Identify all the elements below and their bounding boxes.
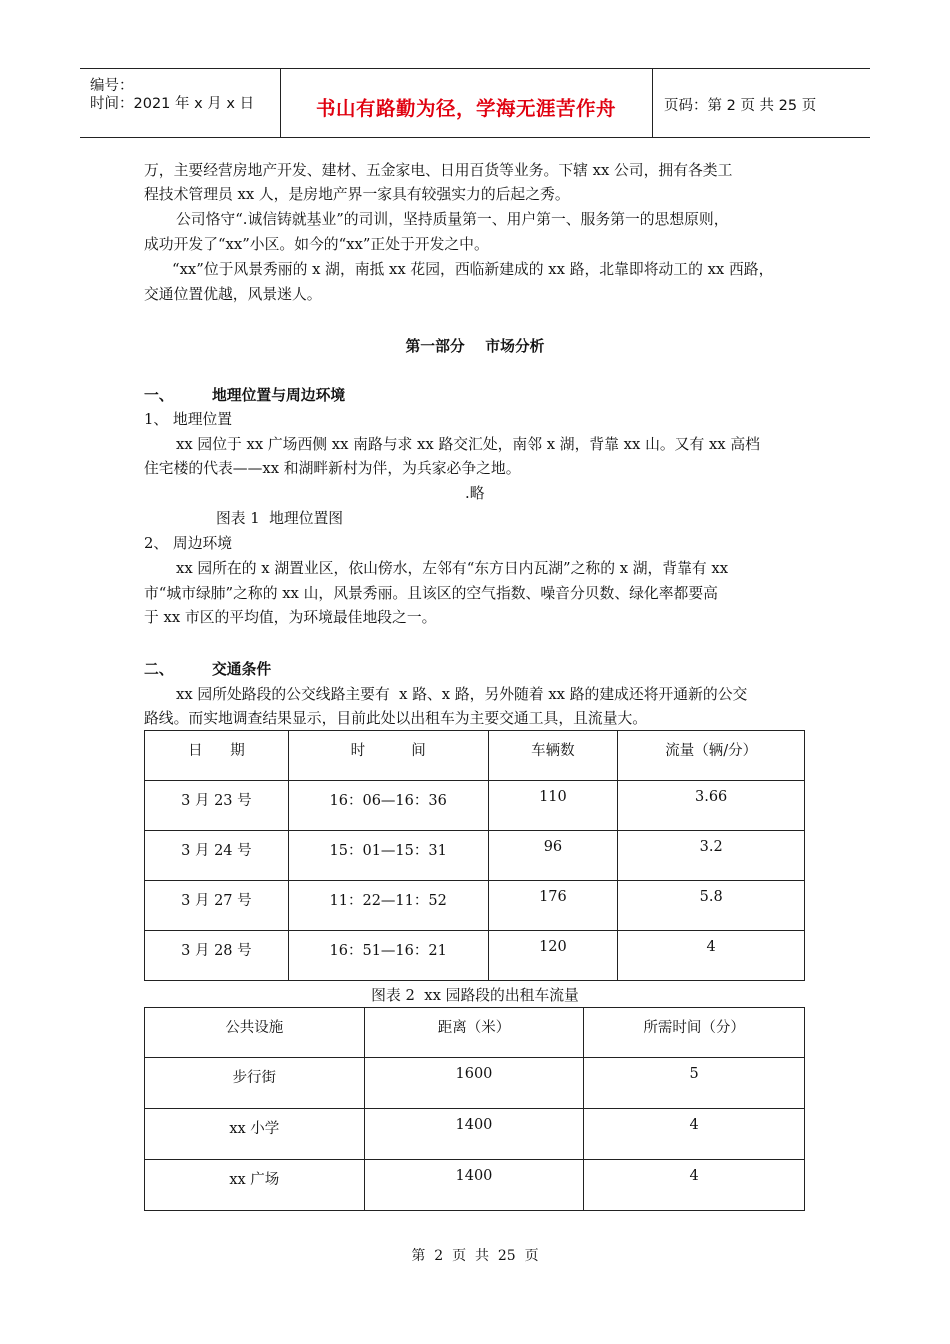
intro-paragraph-1-line-1: 万，主要经营房地产开发、建材、五金家电、日用百货等业务。下辖 xx 公司，拥有各类工 [144,162,733,179]
table-cell: 96 [488,831,618,881]
table-row [145,1109,805,1160]
header-divider [652,69,653,137]
section-1-title: 地理位置与周边环境 [212,387,346,404]
subsection-1-line-1: xx 园位于 xx 广场西侧 xx 南路与求 xx 路交汇处，南邻 x 湖，背靠 xx 山。又有 xx 高档 [176,436,760,453]
intro-paragraph-3-line-1: “xx”位于风景秀丽的 x 湖，南抵 xx 花园，西临新建成的 xx 路，北靠即将动工的 xx 西路， [172,261,774,278]
table-header-cell: 所需时间（分） [584,1008,805,1058]
table-cell: 1400 [364,1160,584,1211]
intro-paragraph-3-line-2: 交通位置优越，风景迷人。 [144,286,322,303]
table-cell: 步行街 [145,1058,365,1109]
section-2-title: 交通条件 [212,661,272,678]
table-header-cell: 时 间 [288,731,488,781]
table-cell: 5.8 [618,881,805,931]
taxi-flow-table [144,730,805,981]
subsection-2-line-2: 市“城市绿肺”之称的 xx 山，风景秀丽。且该区的空气指数、噪音分贝数、绿化率都要高 [144,585,718,602]
page-footer: 第 2 页 共 25 页 [411,1248,539,1264]
table-cell: 3.66 [618,781,805,831]
table-header-cell: 车辆数 [488,731,618,781]
table-cell: xx 小学 [145,1109,365,1160]
table-header-row [145,731,805,781]
table-header-cell: 日 期 [145,731,289,781]
intro-paragraph-1-line-2: 程技术管理员 xx 人，是房地产界一家具有较强实力的后起之秀。 [144,186,570,203]
subsection-2-heading: 2、 周边环境 [144,535,233,552]
table-cell: 16：06—16：36 [288,781,488,831]
section-2-number: 二、 [144,661,174,678]
table-header-cell: 距离（米） [364,1008,584,1058]
intro-paragraph-2-line-2: 成功开发了“xx”小区。如今的“xx”正处于开发之中。 [144,236,489,253]
table-row [145,781,805,831]
table-row [145,1058,805,1109]
table-cell: 4 [584,1160,805,1211]
table-row [145,931,805,981]
header-motto: 书山有路勤为径，学海无涯苦作舟 [315,97,616,120]
header-page-number: 页码：第 2 页 共 25 页 [664,98,817,114]
table-cell: xx 广场 [145,1160,365,1211]
table-cell: 176 [488,881,618,931]
document-date: 时间：2021 年 x 月 x 日 [90,96,255,112]
table-cell: 3 月 23 号 [145,781,289,831]
table-header-cell: 公共设施 [145,1008,365,1058]
table-header-cell: 流量（辆/分） [618,731,805,781]
table-row [145,1160,805,1211]
part-title: 第一部分 市场分析 [405,338,545,355]
facility-distance-table [144,1007,805,1211]
table-row [145,831,805,881]
table-cell: 110 [488,781,618,831]
section-2-line-1: xx 园所处路段的公交线路主要有 x 路、x 路，另外随着 xx 路的建成还将开通新的公交 [176,686,748,703]
table-cell: 3 月 28 号 [145,931,289,981]
section-2-line-2: 路线。而实地调查结果显示，目前此处以出租车为主要交通工具，且流量大。 [144,710,648,727]
page-header [80,68,870,138]
table-cell: 5 [584,1058,805,1109]
table-cell: 16：51—16：21 [288,931,488,981]
table-header-row [145,1008,805,1058]
table-cell: 3 月 27 号 [145,881,289,931]
subsection-1-heading: 1、 地理位置 [144,411,233,428]
table-cell: 3 月 24 号 [145,831,289,881]
table-cell: 15：01—15：31 [288,831,488,881]
section-1-number: 一、 [144,387,174,404]
figure-2-caption: 图表 2 xx 园路段的出租车流量 [371,987,579,1004]
subsection-2-line-1: xx 园所在的 x 湖置业区，依山傍水，左邻有“东方日内瓦湖”之称的 x 湖，背靠有 xx [176,560,729,577]
subsection-1-line-2: 住宅楼的代表——xx 和湖畔新村为伴，为兵家必争之地。 [144,460,521,477]
table-cell: 120 [488,931,618,981]
figure-1-caption: 图表 1 地理位置图 [216,510,344,527]
table-cell: 11：22—11：52 [288,881,488,931]
table-cell: 4 [584,1109,805,1160]
omitted-content: .略 [465,485,485,502]
table-row [145,881,805,931]
document-number-label: 编号： [90,78,134,94]
intro-paragraph-2-line-1: 公司恪守“.诚信铸就基业”的司训，坚持质量第一、用户第一、服务第一的思想原则， [176,211,729,228]
table-cell: 4 [618,931,805,981]
table-cell: 1400 [364,1109,584,1160]
subsection-2-line-3: 于 xx 市区的平均值，为环境最佳地段之一。 [144,609,437,626]
table-cell: 3.2 [618,831,805,881]
table-cell: 1600 [364,1058,584,1109]
